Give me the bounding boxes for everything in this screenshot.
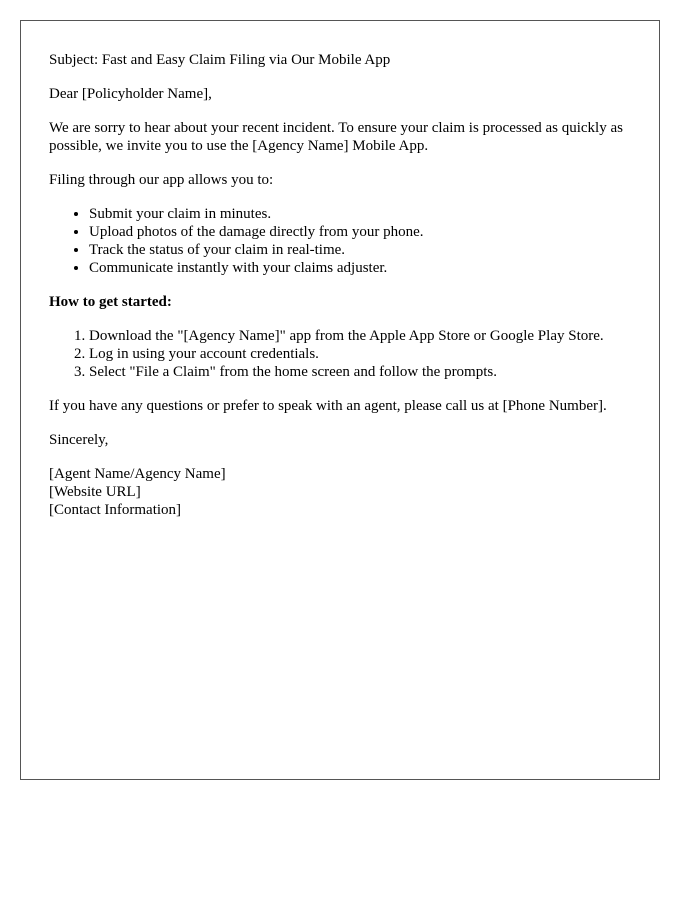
list-item: 1. Download the "[Agency Name]" app from the Apple App Store or Google Play Store.: [89, 327, 631, 345]
list-item: • Track the status of your claim in real-time.: [89, 241, 631, 259]
list-item: 3. Select "File a Claim" from the home screen and follow the prompts.: [89, 363, 631, 381]
greeting: Dear [Policyholder Name],: [49, 86, 212, 102]
letter-container: [20, 20, 660, 780]
steps-list: [49, 327, 631, 381]
steps-heading: How to get started:: [49, 294, 172, 310]
signature-website: [Website URL]: [49, 484, 141, 500]
questions-paragraph: If you have any questions or prefer to speak with an agent, please call us at [Phone Number].: [49, 398, 607, 414]
intro-paragraph: We are sorry to hear about your recent incident. To ensure your claim is processed as quickly as possible, we invite you to use the [Agency Name] Mobile App.: [49, 120, 623, 154]
benefits-lead: Filing through our app allows you to:: [49, 172, 274, 188]
list-item: • Submit your claim in minutes.: [89, 205, 631, 223]
signature-block: [49, 465, 631, 519]
subject-line: Subject: Fast and Easy Claim Filing via Our Mobile App: [49, 52, 391, 68]
list-item: 2. Log in using your account credentials.: [89, 345, 631, 363]
signature-contact: [Contact Information]: [49, 502, 182, 518]
benefits-list: [49, 205, 631, 277]
list-item: • Communicate instantly with your claims adjuster.: [89, 259, 631, 277]
signature-name: [Agent Name/Agency Name]: [49, 466, 226, 482]
list-item: • Upload photos of the damage directly from your phone.: [89, 223, 631, 241]
closing: Sincerely,: [49, 432, 109, 448]
